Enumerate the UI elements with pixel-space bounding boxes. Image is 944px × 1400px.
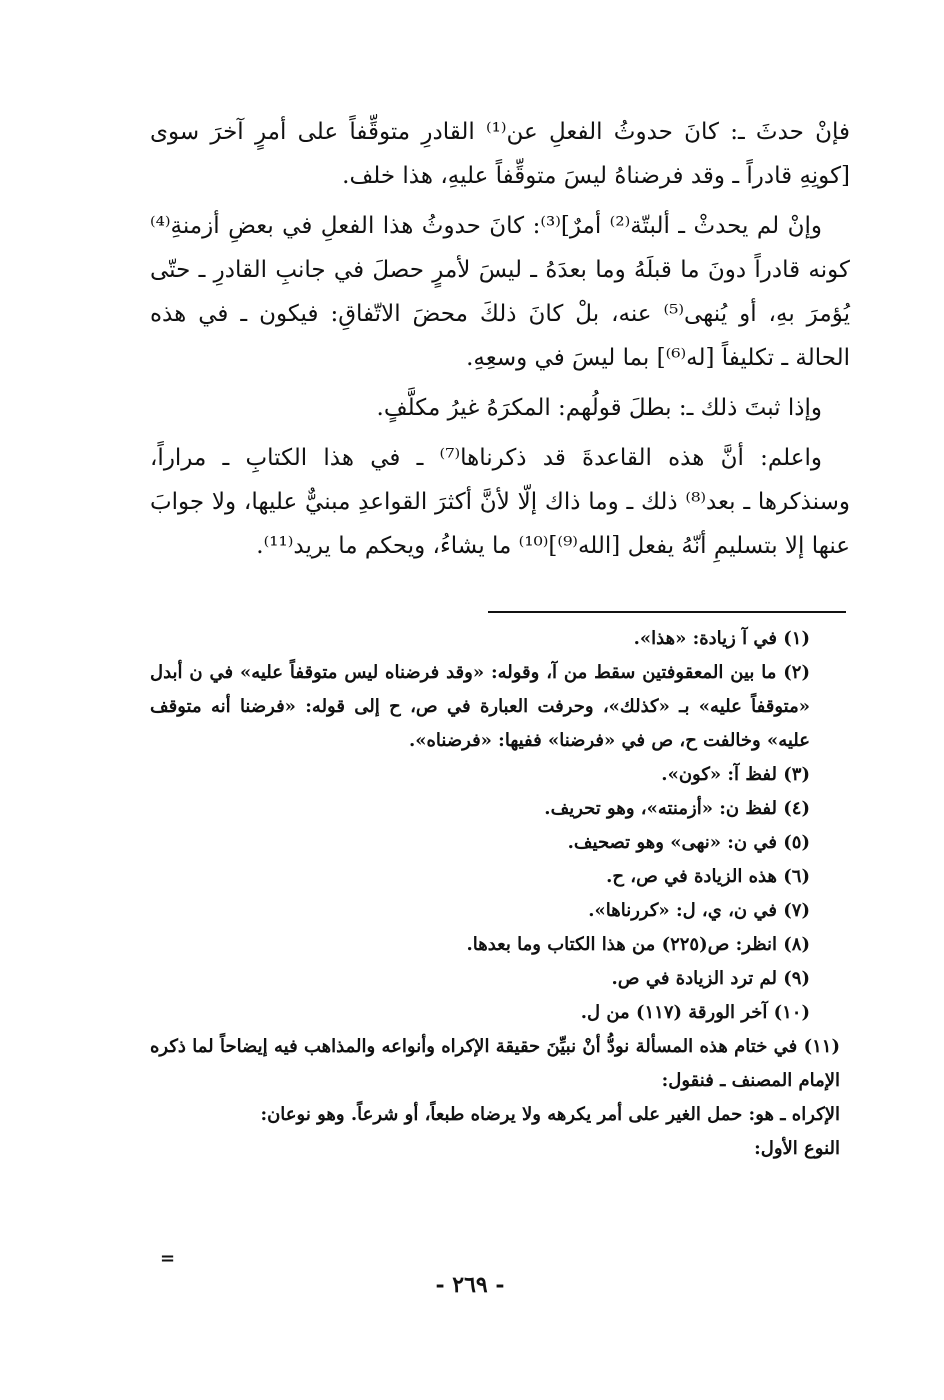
paragraph-1: فإنْ حدثَ ـ: كانَ حدوثُ الفعلِ عن⁽¹⁾ القادرِ متوقِّفاً على أمرٍ آخرَ سوى [كونِهِ قادراً ـ وقد فرضناهُ ليسَ متوقِّفاً عليهِ، هذا خلف. <box>150 119 851 189</box>
footnote-9: (٩) لم ترد الزيادة في ص. <box>611 968 810 989</box>
main-text <box>150 110 850 574</box>
footnote-3: (٣) لفظ آ: «كون». <box>661 764 810 785</box>
footnotes <box>150 622 850 1166</box>
footnote-11-first-type: النوع الأول: <box>754 1138 840 1159</box>
footnote-divider <box>488 611 846 613</box>
footnote-1: (١) في آ زيادة: «هذا». <box>633 628 810 649</box>
footnote-7: (٧) في ن، ي، ل: «كررناها». <box>588 900 810 921</box>
footnote-4: (٤) لفظ ن: «أزمنته»، وهو تحريف. <box>544 798 810 819</box>
footnote-6: (٦) هذه الزيادة في ص، ح. <box>606 866 810 887</box>
paragraph-3: وإذا ثبتَ ذلك ـ: بطلَ قولُهم: المكرَهُ غيرُ مكلَّفٍ. <box>376 395 822 421</box>
paragraph-4: واعلم: أنَّ هذه القاعدةَ قد ذكرناها⁽⁷⁾ ـ في هذا الكتابِ ـ مراراً، وسنذكرها ـ بعد⁽⁸⁾ ذلك ـ وما ذاك إلّا لأنَّ أكثرَ القواعدِ مبنيٌّ عليها، ولا جوابَ عنها إلا بتسليمِ أنّهُ يفعل [الله⁽⁹⁾]⁽¹⁰⁾ ما يشاءُ، ويحكم ما يريد⁽¹¹⁾. <box>150 445 851 559</box>
footnote-2: (٢) ما بين المعقوفتين سقط من آ، وقوله: «وقد فرضناه ليس متوقفاً عليه» في ن أبدل «متوقفاً عليه» بـ «كذلك»، وحرفت العبارة في ص، ح إلى قوله: «فرضنا أنه متوقف عليه» وخالفت ح، ص في «فرضنا» ففيها: «فرضناه». <box>150 662 810 751</box>
footnote-11: (١١) في ختام هذه المسألة نودُّ أنْ نبيِّنَ حقيقة الإكراه وأنواعه والمذاهب فيه إيضاحاً لما ذكره الإمام المصنف ـ فنقول: <box>150 1036 840 1091</box>
footnote-5: (٥) في ن: «نهى» وهو تصحيف. <box>567 832 810 853</box>
page-number: - ٢٦٩ - <box>435 1272 505 1298</box>
continuation-mark: = <box>160 1248 176 1269</box>
footnote-11-definition: الإكراه ـ هو: حمل الغير على أمر يكرهه ولا يرضاه طبعاً، أو شرعاً. وهو نوعان: <box>260 1104 840 1125</box>
paragraph-2: وإنْ لم يحدثْ ـ ألبتّة⁽²⁾ أمرٌ]⁽³⁾: كانَ حدوثُ هذا الفعلِ في بعضِ أزمنةِ⁽⁴⁾ كونه قادراً دونَ ما قبلَهُ وما بعدَهُ ـ ليسَ لأمرٍ حصلَ في جانبِ القادرِ ـ حتّى يُؤمرَ بهِ، أو يُنهى⁽⁵⁾ عنه، بلْ كانَ ذلكَ محضَ الاتّفاقِ: فيكون ـ في هذه الحالة ـ تكليفاً [له⁽⁶⁾] بما ليسَ في وسعِهِ. <box>150 213 850 371</box>
footnote-8: (٨) انظر: ص(٢٢٥) من هذا الكتاب وما بعدها. <box>466 934 810 955</box>
footnote-10: (١٠) آخر الورقة (١١٧) من ل. <box>580 1002 810 1023</box>
